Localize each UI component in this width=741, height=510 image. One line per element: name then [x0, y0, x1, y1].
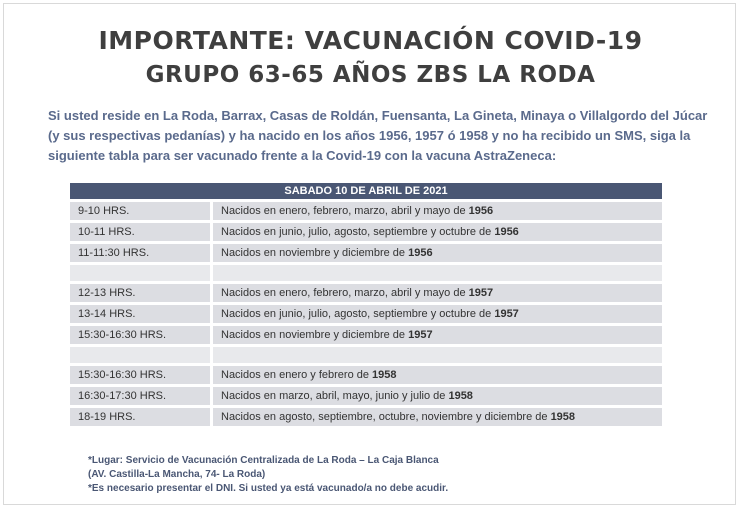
intro-paragraph: Si usted reside en La Roda, Barrax, Casas de Roldán, Fuensanta, La Gineta, Minaya o Villalgordo del Júcar (y sus respectivas pedanías) y ha nacido en los años 1956, 1957 ó 1958 y no ha recibido un SMS, siga la siguiente tabla para ser vacunado frente a la Covid-19 con la vacuna AstraZeneca: — [48, 108, 708, 163]
birth-year: 1958 — [372, 369, 397, 381]
cohort-cell — [210, 202, 662, 220]
birth-year: 1956 — [468, 205, 494, 217]
cohort-cell — [210, 244, 662, 262]
cohort-text: Nacidos en agosto, septiembre, octubre, noviembre y diciembre de — [221, 411, 551, 423]
table-row — [70, 305, 662, 323]
table-row — [70, 366, 662, 384]
table-row — [70, 387, 662, 405]
page-subtitle: GRUPO 63-65 AÑOS ZBS LA RODA — [145, 62, 596, 88]
time-cell — [70, 265, 210, 281]
time-cell: 11-11:30 HRS. — [70, 244, 210, 262]
time-cell: 15:30-16:30 HRS. — [70, 326, 210, 344]
cohort-cell — [210, 387, 662, 405]
time-cell: 9-10 HRS. — [70, 202, 210, 220]
cohort-text: Nacidos en junio, julio, agosto, septiembre y octubre de — [221, 308, 495, 320]
table-row — [70, 284, 662, 302]
schedule-header: SABADO 10 DE ABRIL DE 2021 — [70, 183, 662, 199]
birth-year: 1957 — [494, 308, 519, 320]
cohort-text: Nacidos en junio, julio, agosto, septiembre y octubre de — [221, 226, 495, 238]
time-cell: 15:30-16:30 HRS. — [70, 366, 210, 384]
cohort-text: Nacidos en noviembre y diciembre de — [221, 247, 409, 259]
cohort-text: Nacidos en noviembre y diciembre de — [221, 329, 409, 341]
schedule-body — [70, 202, 662, 426]
table-row — [70, 326, 662, 344]
birth-year: 1958 — [550, 411, 576, 423]
note-address: (AV. Castilla-La Mancha, 74- La Roda) — [88, 469, 266, 480]
birth-year: 1957 — [468, 287, 494, 299]
notes — [88, 454, 688, 496]
cohort-cell — [210, 347, 662, 363]
cohort-text: Nacidos en enero y febrero de — [221, 369, 373, 381]
birth-year: 1956 — [494, 226, 519, 238]
cohort-cell — [210, 223, 662, 241]
table-row — [70, 244, 662, 262]
table-row-spacer — [70, 265, 662, 281]
schedule-table — [70, 180, 662, 429]
note-location: *Lugar: Servicio de Vacunación Centralizada de La Roda – La Caja Blanca — [88, 455, 439, 466]
birth-year: 1957 — [408, 329, 433, 341]
cohort-cell — [210, 305, 662, 323]
note-dni: *Es necesario presentar el DNI. Si usted ya está vacunado/a no debe acudir. — [88, 483, 449, 494]
time-cell: 16:30-17:30 HRS. — [70, 387, 210, 405]
time-cell: 10-11 HRS. — [70, 223, 210, 241]
table-row-spacer — [70, 347, 662, 363]
cohort-cell — [210, 265, 662, 281]
cohort-cell — [210, 366, 662, 384]
birth-year: 1958 — [448, 390, 473, 402]
table-row — [70, 223, 662, 241]
table-row — [70, 202, 662, 220]
birth-year: 1956 — [408, 247, 433, 259]
cohort-cell — [210, 284, 662, 302]
time-cell: 12-13 HRS. — [70, 284, 210, 302]
time-cell: 13-14 HRS. — [70, 305, 210, 323]
cohort-text: Nacidos en enero, febrero, marzo, abril y mayo de — [221, 287, 469, 299]
time-cell: 18-19 HRS. — [70, 408, 210, 426]
cohort-cell — [210, 408, 662, 426]
time-cell — [70, 347, 210, 363]
cohort-cell — [210, 326, 662, 344]
cohort-text: Nacidos en marzo, abril, mayo, junio y julio de — [221, 390, 449, 402]
cohort-text: Nacidos en enero, febrero, marzo, abril y mayo de — [221, 205, 469, 217]
table-row — [70, 408, 662, 426]
page-title: IMPORTANTE: VACUNACIÓN COVID-19 — [98, 26, 643, 55]
schedule-header-row — [70, 183, 662, 199]
